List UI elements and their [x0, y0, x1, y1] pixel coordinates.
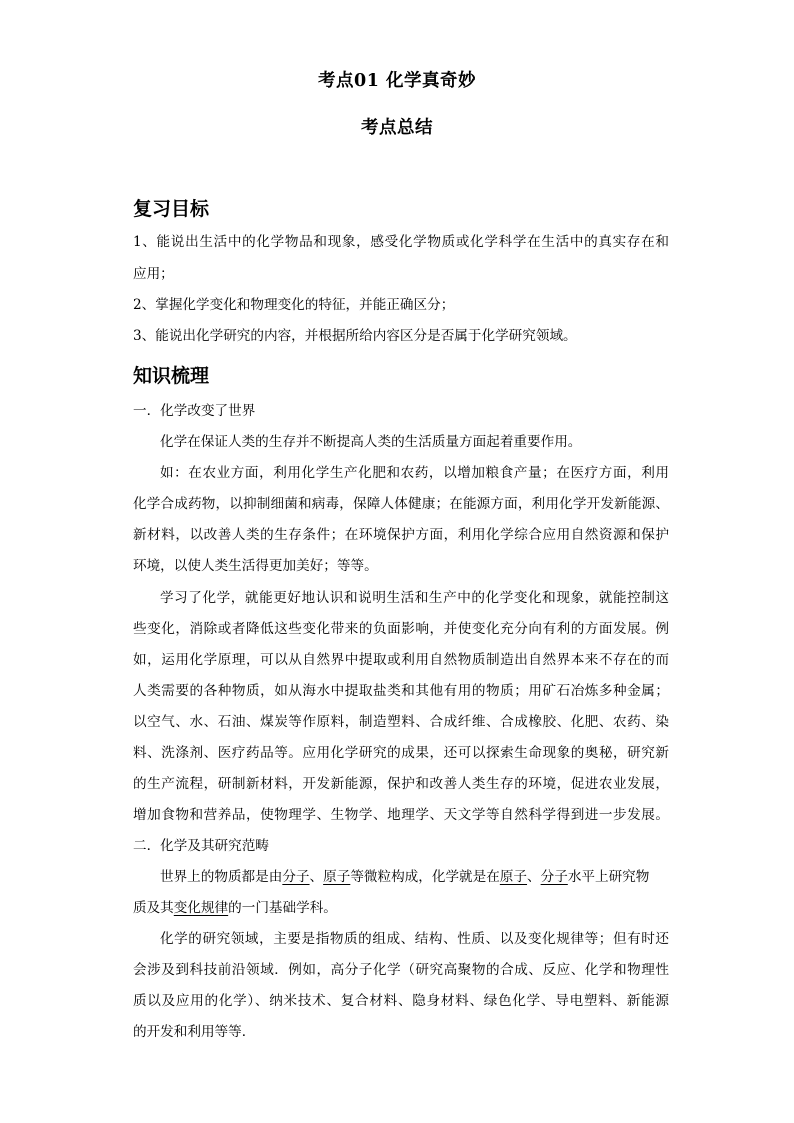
part2-paragraph2-line: 化学的研究领域，主要是指物质的组成、结构、性质、以及变化规律等；但有时还: [160, 931, 669, 947]
goal-line: 1、能说出生活中的化学物品和现象，感受化学物质或化学科学在生活中的真实存在和: [133, 234, 669, 250]
text-run: 、: [309, 869, 324, 885]
part1-paragraph3-line: 增加食物和营养品，使物理学、生物学、地理学、天文学等自然科学得到进一步发展。: [133, 807, 669, 823]
text-run: 水平上研究物: [567, 869, 650, 885]
part1-paragraph3-line: 的生产流程，研制新材料，开发新能源，保护和改善人类生存的环境，促进农业发展，: [133, 776, 669, 792]
part1-paragraph3-line: 料、洗涤剂、医疗药品等。应用化学研究的成果，还可以探索生命现象的奥秘，研究新: [133, 745, 669, 761]
part1-paragraph2-line: 化学合成药物，以抑制细菌和病毒，保障人体健康；在能源方面，利用化学开发新能源、: [133, 496, 669, 512]
part2-paragraph1-line: [160, 867, 669, 887]
part2-paragraph1-line: [133, 898, 669, 918]
underlined-term: 原子: [499, 869, 528, 885]
part2-title: 二．化学及其研究范畴: [133, 838, 269, 854]
part1-paragraph2-line: 如：在农业方面，利用化学生产化肥和农药，以增加粮食产量；在医疗方面，利用: [160, 465, 669, 481]
document-title: 考点01 化学真奇妙: [318, 71, 476, 91]
document-subtitle: 考点总结: [361, 118, 433, 138]
part1-paragraph1: 化学在保证人类的生存并不断提高人类的生活质量方面起着重要作用。: [160, 434, 582, 450]
part1-paragraph3-line: 学习了化学，就能更好地认识和说明生活和生产中的化学变化和现象，就能控制这: [160, 590, 669, 606]
part1-paragraph3-line: 人类需要的各种物质，如从海水中提取盐类和其他有用的物质；用矿石冶炼多种金属；: [133, 683, 669, 699]
part1-paragraph3-line: 以空气、水、石油、煤炭等作原料，制造塑料、合成纤维、合成橡胶、化肥、农药、染: [133, 714, 669, 730]
underlined-term: 原子: [323, 869, 351, 885]
review-goals-heading: 复习目标: [133, 198, 210, 220]
part1-paragraph2-line: 新材料，以改善人类的生存条件；在环境保护方面，利用化学综合应用自然资源和保护: [133, 527, 669, 543]
goal-line: 2、掌握化学变化和物理变化的特征，并能正确区分；: [133, 297, 455, 313]
part1-title: 一．化学改变了世界: [133, 403, 256, 419]
knowledge-heading: 知识梳理: [133, 365, 210, 387]
goal-line: 3、能说出化学研究的内容，并根据所给内容区分是否属于化学研究领域。: [133, 328, 577, 344]
part1-paragraph3-line: 如，运用化学原理，可以从自然界中提取或利用自然物质制造出自然界本来不存在的而: [133, 652, 669, 668]
underlined-term: 变化规律: [173, 900, 229, 916]
part2-paragraph2-line: 质以及应用的化学）、纳米技术、复合材料、隐身材料、绿色化学、导电塑料、新能源: [133, 993, 669, 1009]
part1-paragraph2-line: 环境，以使人类生活得更加美好；等等。: [133, 558, 378, 574]
text-run: 等微粒构成，化学就是在: [350, 869, 500, 885]
goal-line: 应用；: [133, 266, 174, 282]
text-run: 质及其: [133, 900, 174, 916]
part2-paragraph2-line: 的开发和利用等等．: [133, 1024, 256, 1040]
text-run: 的一门基础学科。: [228, 900, 337, 916]
part1-paragraph3-line: 些变化，消除或者降低这些变化带来的负面影响，并使变化充分向有利的方面发展。例: [133, 621, 669, 637]
text-run: 、: [527, 869, 541, 885]
underlined-term: 分子: [282, 869, 310, 885]
text-run: 世界上的物质都是由: [160, 869, 283, 885]
part2-paragraph2-line: 会涉及到科技前沿领域．例如，高分子化学（研究高聚物的合成、反应、化学和物理性: [133, 962, 669, 978]
underlined-term: 分子: [540, 869, 568, 885]
